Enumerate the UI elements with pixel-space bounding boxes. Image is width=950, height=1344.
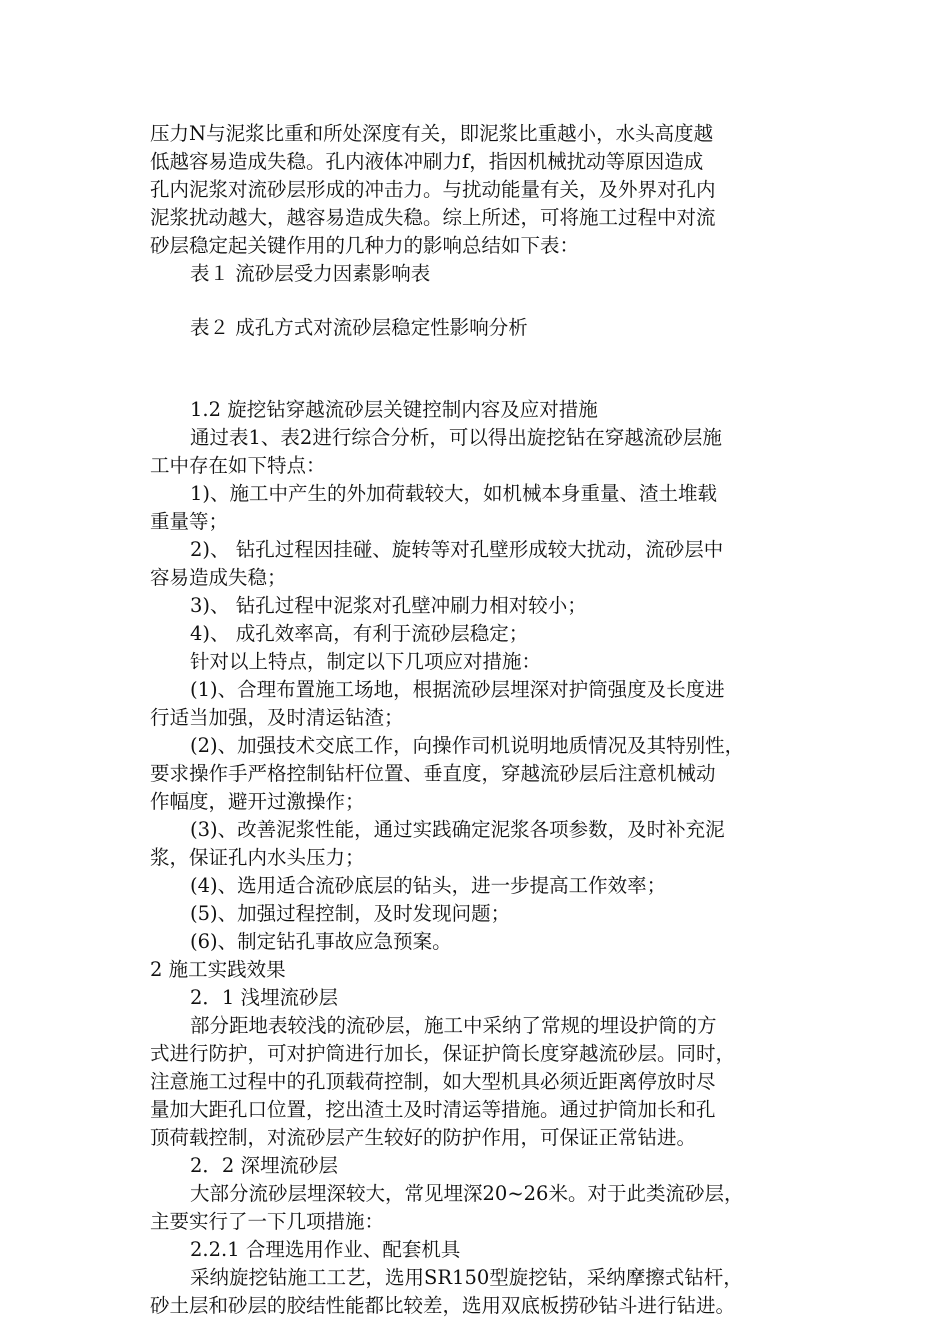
paragraph-line: 式进行防护，可对护筒进行加长，保证护筒长度穿越流砂层。同时， <box>150 1042 736 1065</box>
paragraph-line: 顶荷载控制，对流砂层产生较好的防护作用，可保证正常钻进。 <box>150 1126 697 1149</box>
table-caption: 表１ 流砂层受力因素影响表 <box>190 262 431 285</box>
paragraph-line: 孔内泥浆对流砂层形成的冲击力。与扰动能量有关，及外界对孔内 <box>150 178 716 201</box>
paragraph-line: (2)、加强技术交底工作，向操作司机说明地质情况及其特别性， <box>190 734 745 757</box>
paragraph-line: 部分距地表较浅的流砂层，施工中采纳了常规的埋设护筒的方 <box>190 1014 717 1037</box>
paragraph-line: 量加大距孔口位置，挖出渣土及时清运等措施。通过护筒加长和孔 <box>150 1098 716 1121</box>
paragraph-line: (1)、合理布置施工场地，根据流砂层埋深对护筒强度及长度进 <box>190 678 725 701</box>
paragraph-line: 砂层稳定起关键作用的几种力的影响总结如下表： <box>150 234 580 257</box>
paragraph-line: 行适当加强，及时清运钻渣； <box>150 706 404 729</box>
paragraph-line: (4)、选用适合流砂底层的钻头，进一步提高工作效率； <box>190 874 667 897</box>
paragraph-line: 重量等； <box>150 510 229 533</box>
paragraph-line: 容易造成失稳； <box>150 566 287 589</box>
paragraph-line: 2)、 钻孔过程因挂碰、旋转等对孔壁形成较大扰动，流砂层中 <box>190 538 724 561</box>
paragraph-line: 砂土层和砂层的胶结性能都比较差，选用双底板捞砂钻斗进行钻进。 <box>150 1294 736 1317</box>
paragraph-line: 2．2 深埋流砂层 <box>190 1154 339 1177</box>
paragraph-line: 通过表1、表2进行综合分析，可以得出旋挖钻在穿越流砂层施 <box>190 426 722 449</box>
intro-paragraph <box>150 120 815 288</box>
paragraph-line: 作幅度，避开过激操作； <box>150 790 365 813</box>
paragraph-line: 主要实行了一下几项措施： <box>150 1210 385 1233</box>
paragraph-line: 2．1 浅埋流砂层 <box>190 986 339 1009</box>
paragraph-line: (5)、加强过程控制，及时发现问题； <box>190 902 511 925</box>
paragraph-line: 针对以上特点，制定以下几项应对措施： <box>190 650 542 673</box>
paragraph-line: 浆，保证孔内水头压力； <box>150 846 365 869</box>
paragraph-line: 3)、 钻孔过程中泥浆对孔壁冲刷力相对较小； <box>190 594 587 617</box>
paragraph-line: 2.2.1 合理选用作业、配套机具 <box>190 1238 461 1261</box>
paragraph-line: 要求操作手严格控制钻杆位置、垂直度，穿越流砂层后注意机械动 <box>150 762 716 785</box>
table2-caption-block <box>150 314 815 342</box>
paragraph-line: (6)、制定钻孔事故应急预案。 <box>190 930 452 953</box>
body-text <box>150 396 815 1320</box>
table-caption: 表２ 成孔方式对流砂层稳定性影响分析 <box>190 316 528 339</box>
paragraph-line: 4)、 成孔效率高，有利于流砂层稳定； <box>190 622 529 645</box>
paragraph-line: 1)、施工中产生的外加荷载较大，如机械本身重量、渣土堆载 <box>190 482 718 505</box>
paragraph-line: 采纳旋挖钻施工工艺，选用SR150型旋挖钻，采纳摩擦式钻杆， <box>190 1266 743 1289</box>
paragraph-line: 压力N与泥浆比重和所处深度有关，即泥浆比重越小，水头高度越 <box>150 122 714 145</box>
paragraph-line: 大部分流砂层埋深较大，常见埋深20~26米。对于此类流砂层， <box>190 1182 744 1205</box>
paragraph-line: 1.2 旋挖钻穿越流砂层关键控制内容及应对措施 <box>190 398 598 421</box>
paragraph-line: (3)、改善泥浆性能，通过实践确定泥浆各项参数，及时补充泥 <box>190 818 725 841</box>
paragraph-line: 工中存在如下特点： <box>150 454 326 477</box>
paragraph-line: 泥浆扰动越大，越容易造成失稳。综上所述，可将施工过程中对流 <box>150 206 716 229</box>
paragraph-line: 2 施工实践效果 <box>150 958 286 981</box>
paragraph-line: 低越容易造成失稳。孔内液体冲刷力f，指因机械扰动等原因造成 <box>150 150 704 173</box>
paragraph-line: 注意施工过程中的孔顶载荷控制，如大型机具必须近距离停放时尽 <box>150 1070 716 1093</box>
